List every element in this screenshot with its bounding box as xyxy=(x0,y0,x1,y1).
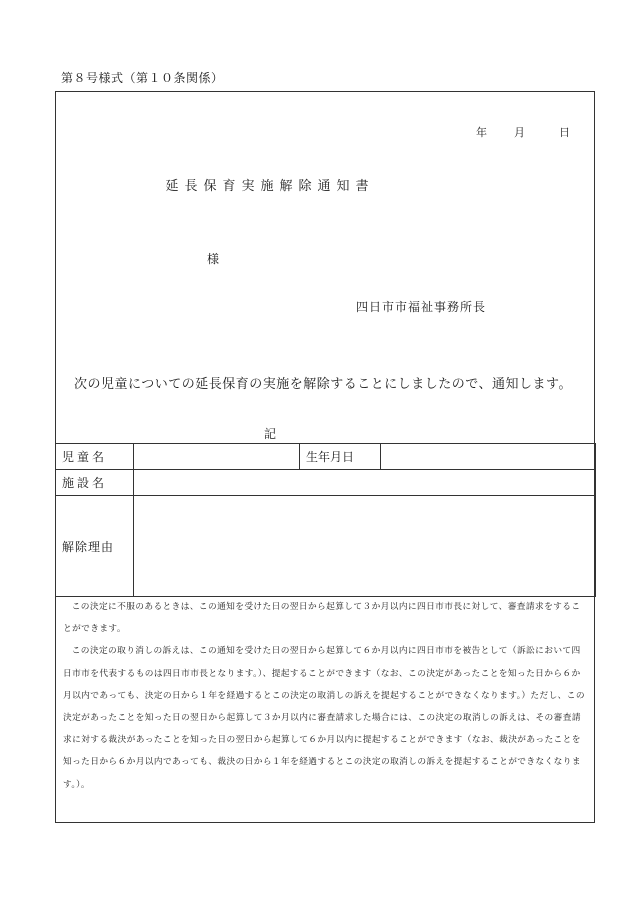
reason-label: 解除理由 xyxy=(56,496,134,597)
date-day-label: 日 xyxy=(559,126,570,139)
notice-body-text: 次の児童についての延長保育の実施を解除することにしましたので、通知します。 xyxy=(74,377,572,392)
appeal-notice-paragraph-1: この決定に不服のあるときは、この通知を受けた日の翌日から起算して３か月以内に四日市市長に対して、審査請求をすることができます。 xyxy=(63,602,581,635)
child-name-label: 児童名 xyxy=(56,444,134,470)
appeal-notice-paragraph-2: この決定の取り消しの訴えは、この通知を受けた日の翌日から起算して６か月以内に四日市市を被告として（訴訟において四日市市を代表するものは四日市市長となります。）、提起することができます（なお、この決定があったことを知った日から６か月以内であっても、決定の日から１年を経過するとこの決定の取消しの訴えを提起することができなくなります。）ただし、この決定があったことを知った日の翌日から起算して３か月以内に審査請求した場合には、この決定の取消しの訴えは、その審査請求に対する裁決があったことを知った日の翌日から起算して６か月以内に提起することができます（なお、裁決があったことを知った日から６か月以内であっても、裁決の日から１年を経過するとこの決定の取消しの訴えを提起することができなくなります。）。 xyxy=(63,646,585,790)
document-title: 延長保育実施解除通知書 xyxy=(165,179,375,194)
birthdate-field[interactable] xyxy=(381,444,596,470)
facility-name-field[interactable] xyxy=(134,470,596,496)
child-name-field[interactable] xyxy=(134,444,300,470)
details-table xyxy=(55,443,596,597)
birthdate-label: 生年月日 xyxy=(300,444,381,470)
table-row xyxy=(56,470,596,496)
table-row xyxy=(56,496,596,597)
issuer-name: 四日市市福祉事務所長 xyxy=(356,300,487,314)
facility-name-label: 施設名 xyxy=(56,470,134,496)
form-number-label: 第８号様式（第１０条関係） xyxy=(61,71,224,85)
date-month-label: 月 xyxy=(514,126,525,139)
table-row xyxy=(56,444,596,470)
appeal-notice xyxy=(56,596,594,796)
date-year-label: 年 xyxy=(476,126,487,139)
reason-field[interactable] xyxy=(134,496,596,597)
addressee-honorific: 様 xyxy=(207,252,220,266)
ki-heading: 記 xyxy=(263,427,276,441)
